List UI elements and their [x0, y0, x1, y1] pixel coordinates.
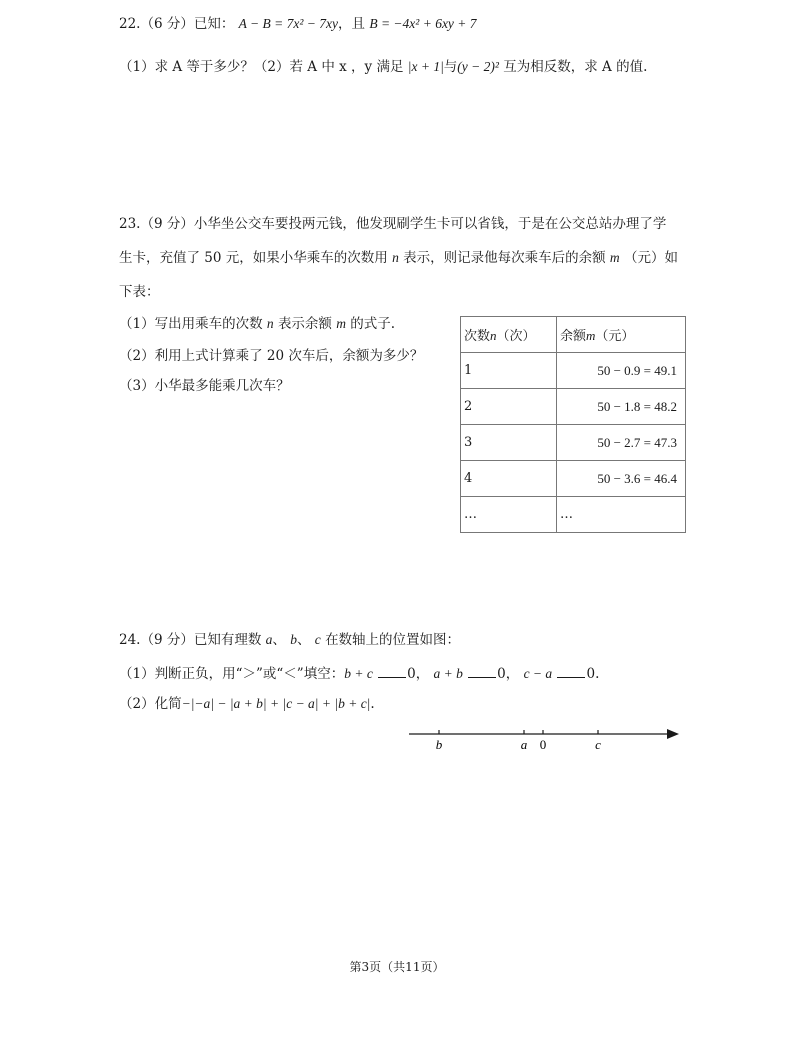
q23-number: 23. — [119, 216, 141, 232]
table-row: 3 50 − 2.7 = 47.3 — [461, 425, 686, 461]
q24-stem: 24.（9 分）已知有理数 a、 b、 c 在数轴上的位置如图： — [119, 632, 461, 648]
q22-points: （6 分） — [140, 16, 194, 32]
label-c: c — [595, 737, 601, 752]
q23-text-line2-c: （元）如 — [623, 250, 678, 266]
table-row: 2 50 − 1.8 = 48.2 — [461, 389, 686, 425]
table-row: … … — [461, 497, 686, 533]
q22-expr-sq: (y − 2)² — [457, 59, 499, 74]
balance-table — [460, 316, 686, 533]
q22-part1: （1）求 A 等于多少？ — [119, 59, 254, 75]
answer-blank[interactable] — [557, 667, 585, 678]
q22-stem-mid: ，且 — [338, 16, 366, 32]
q24-part1: （1）判断正负，用“＞”或“＜”填空：b + c 0， a + b 0， c − a 0. — [119, 666, 600, 682]
q22-part2-a: （2）若 A 中 x ，y 满足 — [253, 59, 404, 75]
q23-line2 — [119, 246, 678, 266]
q23-var-n: n — [392, 250, 399, 265]
q23-text-line3: 下表： — [119, 284, 160, 300]
q22-stem-prefix: 已知： — [193, 16, 235, 32]
header-count: 次数n（次） — [461, 317, 557, 353]
q23-text-line2-b: 表示，则记录他每次乘车后的余额 — [403, 250, 606, 266]
number-line-diagram — [405, 725, 685, 781]
label-a: a — [520, 737, 528, 752]
table-row: 4 50 − 3.6 = 46.4 — [461, 461, 686, 497]
answer-blank[interactable] — [378, 667, 406, 678]
q22-stem — [119, 12, 477, 32]
arrow-icon — [667, 729, 679, 739]
q23-part3: （3）小华最多能乘几次车？ — [119, 378, 290, 394]
page-footer: 第3页（共11页） — [349, 960, 445, 974]
q22-parts — [119, 55, 647, 75]
table-header-row — [461, 317, 686, 353]
header-balance: 余额m（元） — [557, 317, 686, 353]
label-zero: 0 — [539, 737, 547, 752]
q23-part2: （2）利用上式计算乘了 20 次车后，余额为多少？ — [119, 348, 424, 364]
q22-eq2: B = −4x² + 6xy + 7 — [369, 16, 477, 31]
q23-var-m: m — [609, 250, 620, 265]
q22-number: 22. — [119, 16, 141, 32]
table-row: 1 50 − 0.9 = 49.1 — [461, 353, 686, 389]
q24-part2: （2）化简−|−a| − |a + b| + |c − a| + |b + c|. — [119, 696, 375, 712]
q23-line1 — [119, 212, 666, 232]
q22-part2-c: 互为相反数，求 A 的值. — [503, 59, 648, 75]
answer-blank[interactable] — [468, 667, 496, 678]
q23-text-line2-a: 生卡，充值了 50 元，如果小华乘车的次数用 — [119, 250, 388, 266]
q22-part2-b: 与 — [443, 59, 458, 75]
q23-line3 — [119, 280, 160, 300]
q23-text-line1: 小华坐公交车要投两元钱，他发现刷学生卡可以省钱，于是在公交总站办理了学 — [193, 216, 667, 232]
label-b: b — [435, 737, 443, 752]
q22-expr-abs: |x + 1| — [407, 59, 444, 74]
q22-eq1: A − B = 7x² − 7xy — [238, 16, 339, 31]
q23-part1: （1）写出用乘车的次数 n 表示余额 m 的式子. — [119, 316, 396, 332]
q23-points: （9 分） — [140, 216, 194, 232]
